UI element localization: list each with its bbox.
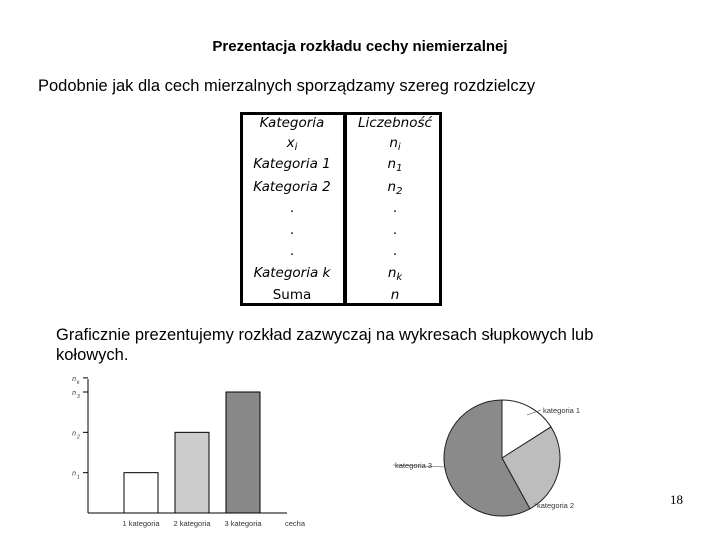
intro-text: Podobnie jak dla cech mierzalnych sporządzamy szereg rozdzielczy bbox=[38, 77, 536, 95]
y-tick-subscript: 2 bbox=[77, 434, 80, 441]
table-header-count-symbol: $n_i$ bbox=[389, 135, 401, 153]
table-row-dot: . bbox=[392, 200, 398, 216]
table-header-count: Liczebność bbox=[358, 115, 432, 131]
slide-title: Prezentacja rozkładu cechy niemierzalnej bbox=[212, 38, 508, 55]
bar bbox=[226, 392, 260, 513]
table-row-count-1: $n_1$ bbox=[387, 156, 403, 174]
x-tick-label: 2 kategoria bbox=[173, 519, 211, 528]
chart-intro-text: Graficznie prezentujemy rozkład zazwyczaj na wykresach słupkowych lub kołowych. bbox=[56, 326, 594, 364]
y-tick-label: n bbox=[72, 470, 76, 478]
bar bbox=[175, 432, 209, 513]
pie-chart bbox=[385, 395, 665, 525]
table-row-count-k: $n_k$ bbox=[387, 265, 403, 283]
y-tick-label: n bbox=[72, 375, 76, 383]
y-tick-subscript: 1 bbox=[77, 474, 80, 481]
pie-label: kategoria 1 bbox=[543, 406, 581, 415]
frequency-table bbox=[240, 112, 442, 306]
x-tick-label: 3 kategoria bbox=[224, 519, 262, 528]
table-row-category-2: Kategoria 2 bbox=[253, 179, 331, 195]
table-row-dot: . bbox=[289, 200, 295, 216]
pie-label: kategoria 2 bbox=[537, 501, 575, 510]
table-header-category-symbol: $x_i$ bbox=[286, 135, 298, 153]
y-tick-label: n bbox=[72, 390, 76, 397]
pie-label: kategoria 3 bbox=[395, 461, 433, 470]
table-row-category-k: Kategoria k bbox=[253, 265, 331, 281]
bar-chart bbox=[55, 372, 325, 532]
table-row-category-1: Kategoria 1 bbox=[253, 156, 331, 172]
page-number: 18 bbox=[670, 492, 683, 507]
table-row-dot: . bbox=[289, 243, 295, 259]
x-axis-label: cecha bbox=[284, 519, 306, 528]
table-column-count bbox=[351, 115, 439, 303]
table-column-separator bbox=[343, 115, 347, 303]
table-row-sum-value: n bbox=[390, 287, 400, 303]
x-tick-label: 1 kategoria bbox=[122, 519, 160, 528]
y-tick-label: n bbox=[72, 430, 76, 438]
table-row-sum-label: Suma bbox=[272, 287, 312, 303]
table-row-dot: . bbox=[392, 243, 398, 259]
table-column-category bbox=[243, 115, 341, 303]
table-header-category: Kategoria bbox=[259, 115, 325, 131]
table-row-dot: . bbox=[289, 222, 295, 238]
table-row-dot: . bbox=[392, 222, 398, 238]
y-tick-subscript: k bbox=[77, 379, 80, 386]
bar bbox=[124, 473, 158, 513]
y-tick-subscript: 3 bbox=[77, 394, 80, 400]
table-row-count-2: $n_2$ bbox=[387, 179, 403, 197]
